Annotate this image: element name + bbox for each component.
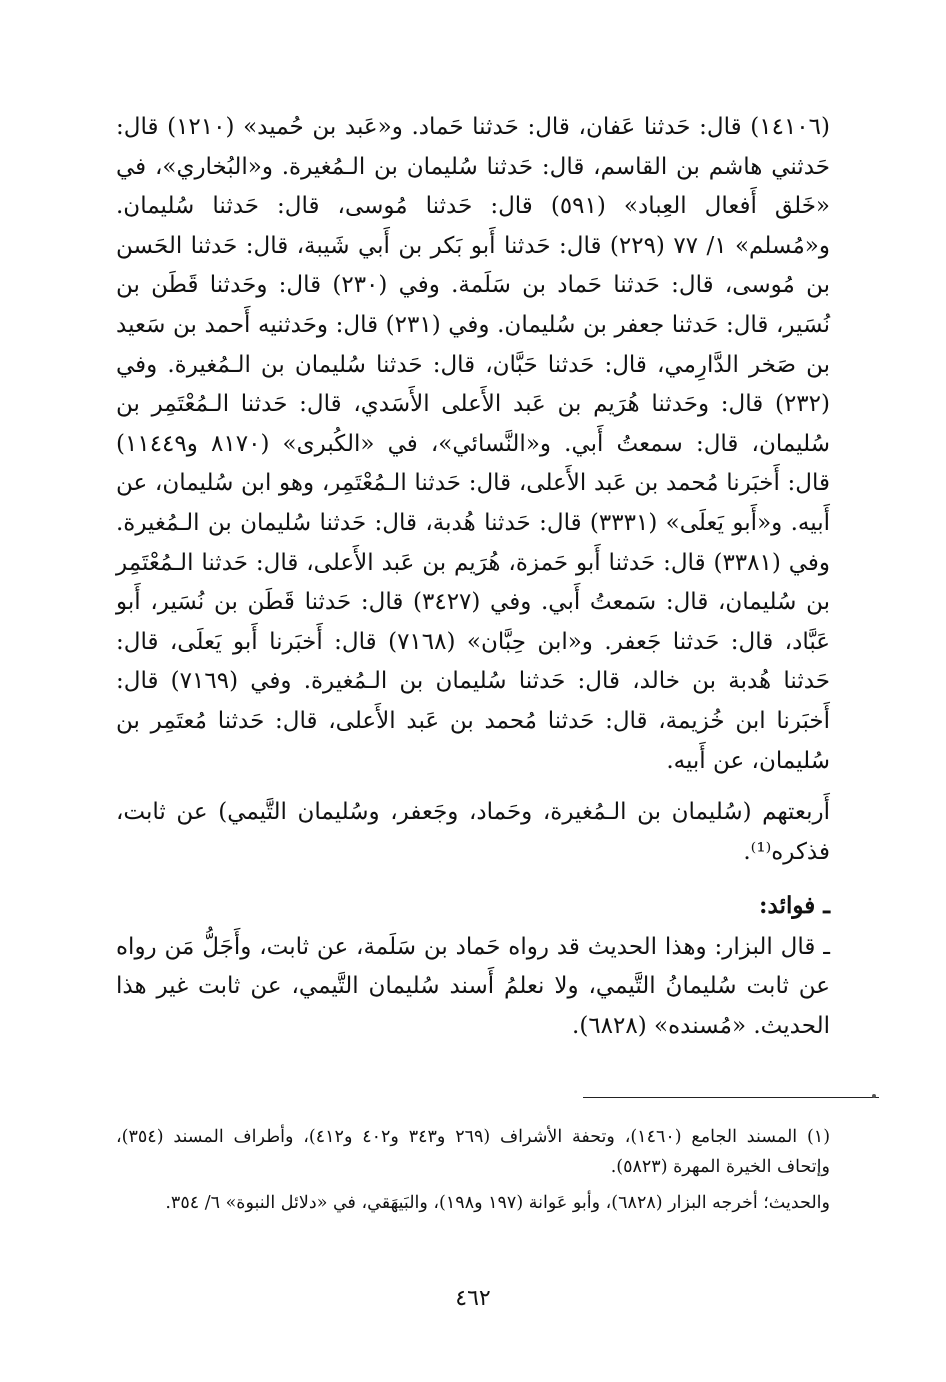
footnotes bbox=[116, 1122, 830, 1224]
takhrij-paragraph: (١٤١٠٦) قال: حَدثنا عَفان، قال: حَدثنا حَماد. و«عَبد بن حُميد» (١٢١٠) قال: حَدثني هاشم بن القاسم، قال: حَدثنا سُليمان بن الـمُغيرة. و«البُخاري»، في «خَلق أَفعال العِباد» (٥٩١) قال: حَدثنا مُوسى، قال: حَدثنا سُليمان. و«مُسلم» ١/ ٧٧ (٢٢٩) قال: حَدثنا أَبو بَكر بن أَبي شَيبة، قال: حَدثنا الحَسن بن مُوسى، قال: حَدثنا حَماد بن سَلَمة. وفي (٢٣٠) قال: وحَدثنا قَطَن بن نُسَير، قال: حَدثنا جعفر بن سُليمان. وفي (٢٣١) قال: وحَدثنيه أَحمد بن سَعيد بن صَخر الدَّارِمي، قال: حَدثنا حَبَّان، قال: حَدثنا سُليمان بن الـمُغيرة. وفي (٢٣٢) قال: وحَدثنا هُرَيم بن عَبد الأَعلى الأَسَدي، قال: حَدثنا الـمُعْتَمِر بن سُليمان، قال: سمعتُ أَبي. و«النَّسائي»، في «الكُبرى» (٨١٧٠ و١١٤٤٩) قال: أَخبَرنا مُحمد بن عَبد الأَعلى، قال: حَدثنا الـمُعْتَمِر، وهو ابن سُليمان، عن أَبيه. و«أَبو يَعلَى» (٣٣٣١) قال: حَدثنا هُدبة، قال: حَدثنا سُليمان بن الـمُغيرة. وفي (٣٣٨١) قال: حَدثنا أَبو حَمزة، هُرَيم بن عَبد الأَعلى، قال: حَدثنا الـمُعْتَمِر بن سُليمان، قال: سَمعتُ أَبي. وفي (٣٤٢٧) قال: حَدثنا قَطَن بن نُسَير، أَبو عَبَّاد، قال: حَدثنا جَعفر. و«ابن حِبَّان» (٧١٦٨) قال: أَخبَرنا أَبو يَعلَى، قال: حَدثنا هُدبة بن خالد، قال: حَدثنا سُليمان بن الـمُغيرة. وفي (٧١٦٩) قال: أَخبَرنا ابن خُزيمة، قال: حَدثنا مُحمد بن عَبد الأَعلى، قال: حَدثنا مُعتَمِر بن سُليمان، عن أَبيه. bbox=[116, 114, 831, 774]
summary-paragraph: أَربعتهم (سُليمان بن الـمُغيرة، وحَماد، وجَعفر، وسُليمان التَّيمي) عن ثابت، فذكره⁽¹⁾. bbox=[116, 799, 830, 865]
footnote-1: (١) المسند الجامع (١٤٦٠)، وتحفة الأشراف (٢٦٩ و٣٤٣ و٤٠٢ و٤١٢)، وأطراف المسند (٣٥٤)، وإتحاف الخيرة المهرة (٥٨٢٣). bbox=[116, 1127, 831, 1177]
fawaid-heading: ـ فوائد: bbox=[759, 892, 830, 920]
page-number: ٤٦٢ bbox=[455, 1286, 491, 1311]
footnote-continuation: والحديث؛ أخرجه البزار (٦٨٢٨)، وأبو عَوانة (١٩٧ و١٩٨)، والبَيهَقي، في «دلائل النبوة» ٦/ ٣٥٤. bbox=[165, 1193, 830, 1213]
fawaid-paragraph: ـ قال البزار: وهذا الحديث قد رواه حَماد بن سَلَمة، عن ثابت، وأَجَلُّ مَن رواه عن ثابت سُليمانُ التَّيمي، ولا نعلمُ أَسند سُليمان التَّيمي، عن ثابت غير هذا الحديث. «مُسنده» (٦٨٢٨). bbox=[116, 933, 830, 1040]
main-text bbox=[116, 108, 830, 1047]
scan-mark bbox=[872, 1094, 876, 1098]
footnote-separator bbox=[583, 1097, 879, 1098]
